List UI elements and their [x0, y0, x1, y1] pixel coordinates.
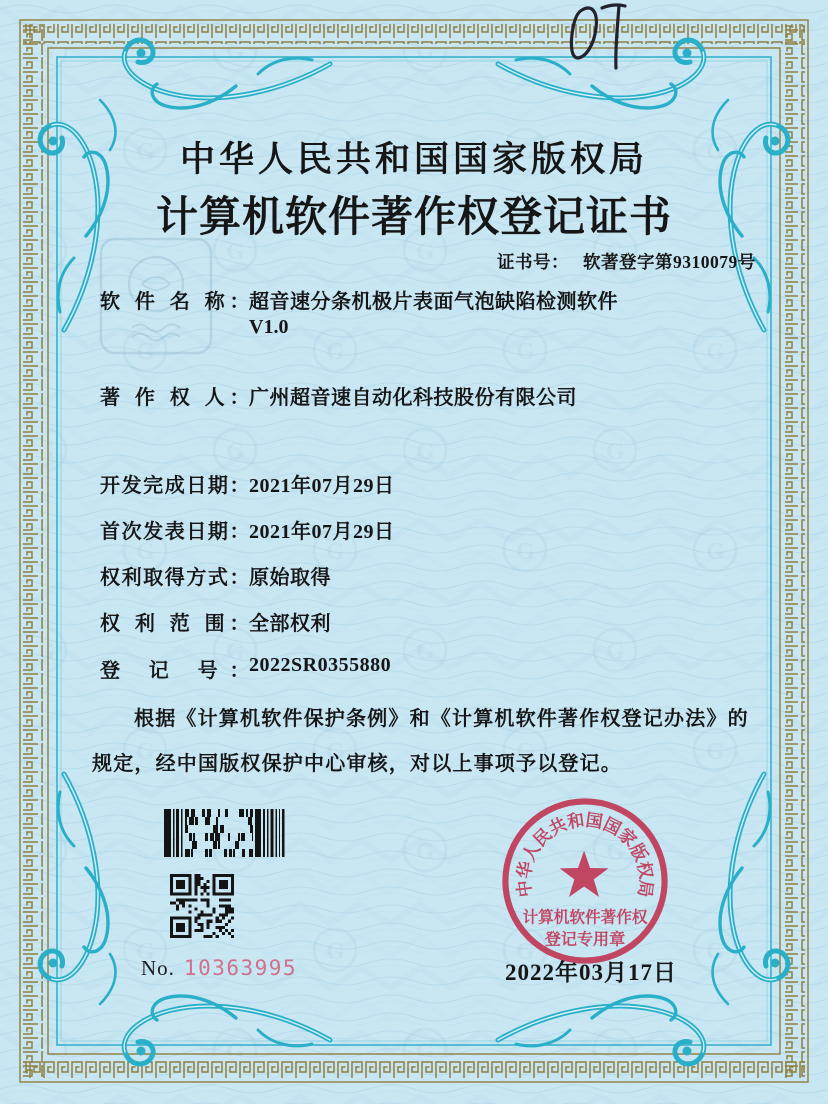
certificate-number [497, 249, 756, 274]
field-value: 原始取得 [249, 567, 331, 589]
field-rights-scope [100, 607, 331, 636]
field-label: 登 记 号： [100, 660, 250, 682]
field-rights-acquisition [100, 561, 331, 590]
registration-statement-line1: 根据《计算机软件保护条例》和《计算机软件著作权登记办法》的 [134, 708, 749, 730]
seal-line2: 登记专用章 [544, 931, 626, 949]
issue-date: 2022年03月17日 [505, 960, 677, 985]
registration-statement-line2: 规定，经中国版权保护中心审核，对以上事项予以登记。 [92, 753, 622, 775]
field-value: 广州超音速自动化科技股份有限公司 [249, 387, 577, 409]
red-star-icon [560, 851, 609, 897]
field-label: 权利取得方式： [100, 567, 250, 589]
field-first-publication-date [100, 515, 395, 544]
certificate-title: 计算机软件著作权登记证书 [155, 195, 672, 241]
issuing-authority: 中华人民共和国国家版权局 [179, 140, 648, 179]
field-value: 2022SR0355880 [249, 654, 392, 676]
field-copyright-owner [100, 381, 577, 410]
field-label: 软 件 名 称： [100, 291, 250, 313]
seal-ring-text: 中华人民共和国国家版权局 [513, 809, 657, 900]
certificate-number-value: 软著登字第9310079号 [583, 252, 756, 272]
qr-code [170, 874, 234, 938]
official-seal [495, 791, 675, 971]
field-completion-date [100, 469, 395, 498]
field-value: 2021年07月29日 [249, 521, 395, 543]
field-value: 超音速分条机极片表面气泡缺陷检测软件 [249, 291, 618, 313]
serial-prefix: No. [141, 956, 175, 980]
field-label: 权 利 范 围： [100, 613, 250, 635]
serial-number: 10363995 [183, 956, 298, 980]
barcode [164, 809, 286, 857]
field-software-version: V1.0 [249, 316, 289, 338]
field-label: 著 作 权 人： [100, 387, 250, 409]
field-label: 开发完成日期： [100, 475, 250, 497]
seal-line1: 计算机软件著作权 [522, 909, 648, 927]
field-label: 首次发表日期： [100, 521, 250, 543]
field-registration-number [100, 654, 392, 683]
field-value: 2021年07月29日 [249, 475, 395, 497]
field-software-name [100, 285, 618, 314]
certificate-number-label: 证书号： [497, 252, 569, 272]
field-value: 全部权利 [249, 613, 331, 635]
serial-number-line [141, 956, 297, 981]
handwritten-mark [566, 0, 638, 74]
